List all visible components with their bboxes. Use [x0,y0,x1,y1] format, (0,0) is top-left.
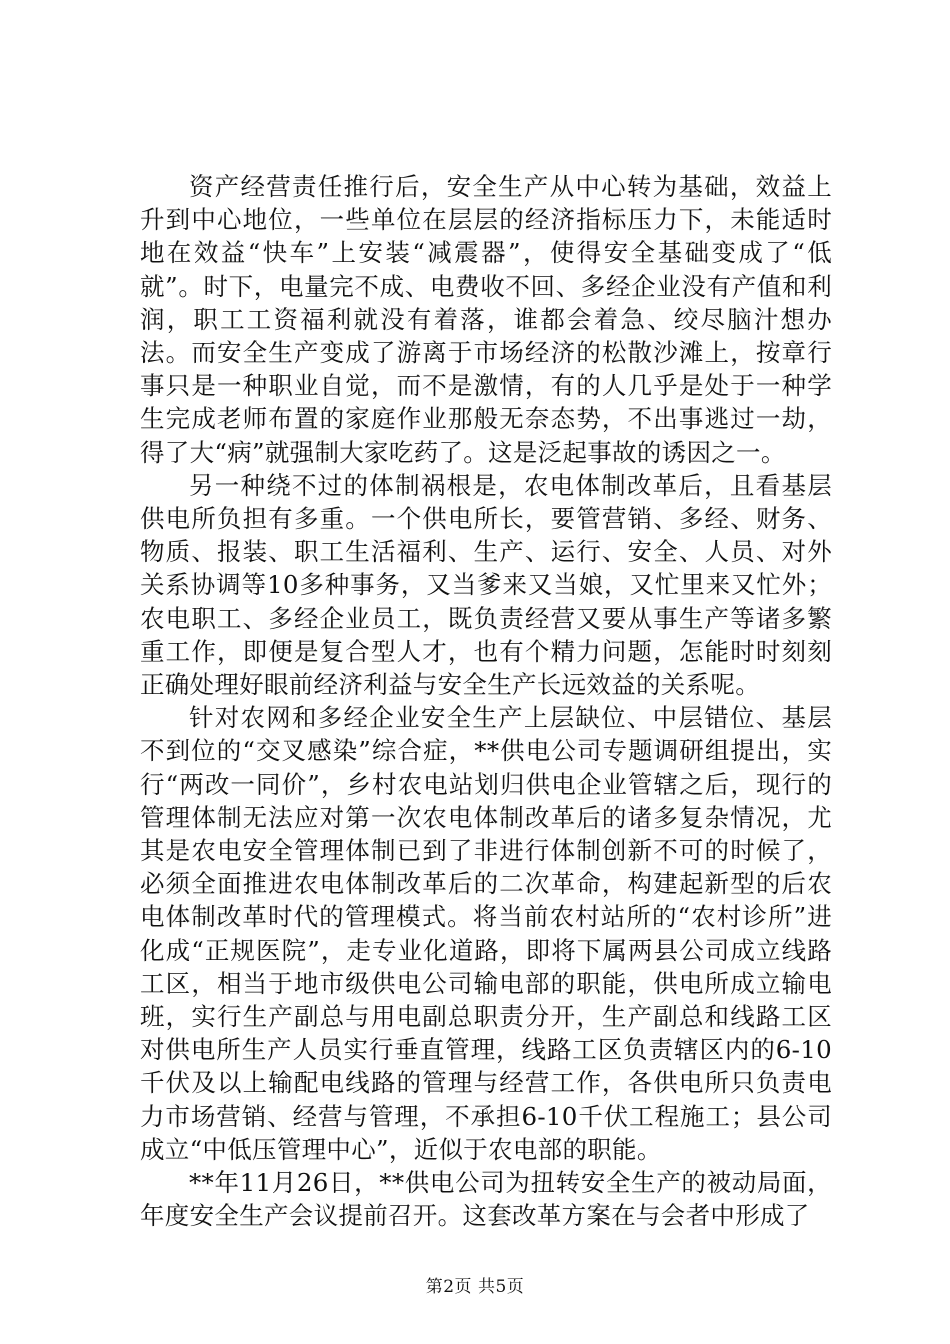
page-footer: 第2页 共5页 [425,1277,525,1297]
paragraph-2: 另一种绕不过的体制祸根是，农电体制改革后，且看基层供电所负担有多重。一个供电所长，要管营销、多经、财务、物质、报装、职工生活福利、生产、运行、安全、人员、对外关系协调等10多种事务，又当爹来又当娘，又忙里来又忙外；农电职工、多经企业员工，既负责经营又要从事生产等诸多繁重工作，即便是复合型人才，也有个精力问题，怎能时时刻刻正确处理好眼前经济利益与安全生产长远效益的关系呢。 [140,470,832,700]
paragraph-4: **年11月26日，**供电公司为扭转安全生产的被动局面，年度安全生产会议提前召开。这套改革方案在与会者中形成了 [140,1168,832,1231]
paragraph-3: 针对农网和多经企业安全生产上层缺位、中层错位、基层不到位的“交叉感染”综合症，**供电公司专题调研组提出，实行“两改一同价”，乡村农电站划归供电企业管辖之后，现行的管理体制无法应对第一次农电体制改革后的诸多复杂情况，尤其是农电安全管理体制已到了非进行体制创新不可的时候了，必须全面推进农电体制改革后的二次革命，构建起新型的后农电体制改革时代的管理模式。将当前农村站所的“农村诊所”进化成“正规医院”，走专业化道路，即将下属两县公司成立线路工区，相当于地市级供电公司输电部的职能，供电所成立输电班，实行生产副总与用电副总职责分开，生产副总和线路工区对供电所生产人员实行垂直管理，线路工区负责辖区内的6-10千伏及以上输配电线路的管理与经营工作，各供电所只负责电力市场营销、经营与管理，不承担6-10千伏工程施工；县公司成立“中低压管理中心”，近似于农电部的职能。 [140,703,832,1164]
paragraph-1: 资产经营责任推行后，安全生产从中心转为基础，效益上升到中心地位，一些单位在层层的经济指标压力下，未能适时地在效益“快车”上安装“减震器”，使得安全基础变成了“低就”。时下，电量完不成、电费收不回、多经企业没有产值和利润，职工工资福利就没有着落，谁都会着急、绞尽脑汁想办法。而安全生产变成了游离于市场经济的松散沙滩上，按章行事只是一种职业自觉，而不是激情，有的人几乎是处于一种学生完成老师布置的家庭作业那般无奈态势，不出事逃过一劫，得了大“病”就强制大家吃药了。这是泛起事故的诱因之一。 [140,172,832,467]
document-body [140,170,832,1233]
